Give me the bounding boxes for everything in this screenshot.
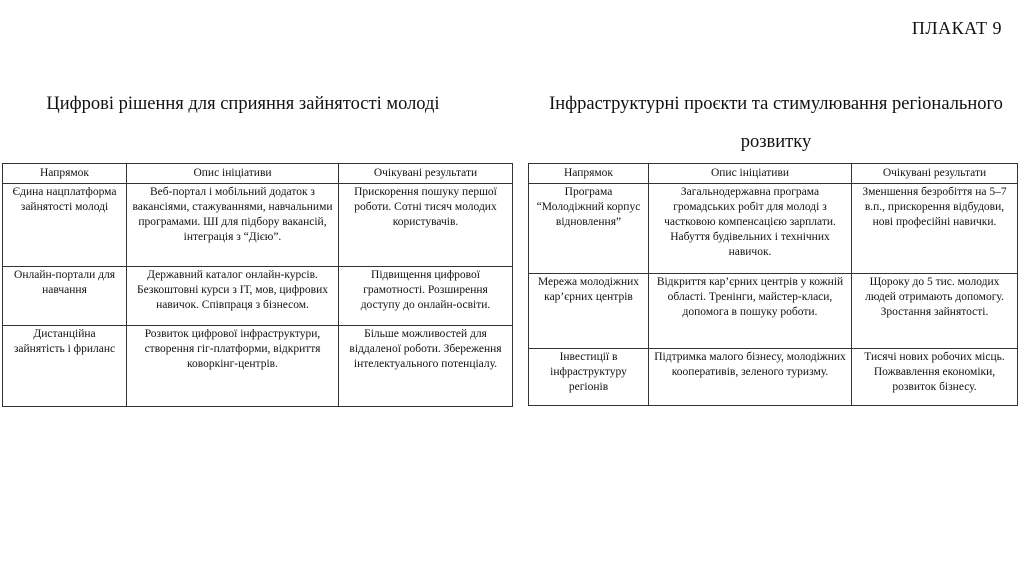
cell-description: Розвиток цифрової інфраструктури, створення гіг-платформи, відкриття коворкінг-центрів. — [127, 326, 339, 407]
cell-description: Загальнодержавна програма громадських робіт для молоді з частковою компенсацією зарплати. Набуття будівельних і технічних навичок. — [649, 184, 852, 274]
table-header-row — [529, 164, 1018, 184]
poster-label: ПЛАКАТ 9 — [911, 18, 1002, 38]
column-header-results: Очікувані результати — [852, 164, 1018, 184]
table-row — [3, 267, 513, 326]
cell-results: Більше можливостей для віддаленої роботи. Збереження інтелектуального потенціалу. — [339, 326, 513, 407]
cell-direction: Програма “Молодіжний корпус відновлення” — [529, 184, 649, 274]
column-header-description: Опис ініціативи — [649, 164, 852, 184]
table-row — [529, 349, 1018, 406]
table-row — [529, 184, 1018, 274]
cell-description: Підтримка малого бізнесу, молодіжних кооперативів, зеленого туризму. — [649, 349, 852, 406]
cell-direction: Онлайн-портали для навчання — [3, 267, 127, 326]
column-header-direction: Напрямок — [529, 164, 649, 184]
digital-solutions-table — [2, 163, 513, 407]
cell-results: Тисячі нових робочих місць. Пожвавлення економіки, розвиток бізнесу. — [852, 349, 1018, 406]
right-section-title: Інфраструктурні проєкти та стимулювання регіонального розвитку — [549, 94, 1003, 152]
infrastructure-projects-table — [528, 163, 1018, 406]
table-row — [529, 274, 1018, 349]
cell-direction: Інвестиції в інфраструктуру регіонів — [529, 349, 649, 406]
cell-results: Підвищення цифрової грамотності. Розширення доступу до онлайн-освіти. — [339, 267, 513, 326]
cell-direction: Єдина нацплатформа зайнятості молоді — [3, 184, 127, 267]
cell-direction: Мережа молодіжних кар’єрних центрів — [529, 274, 649, 349]
table-row — [3, 326, 513, 407]
column-header-description: Опис ініціативи — [127, 164, 339, 184]
left-section-title: Цифрові рішення для сприяння зайнятості молоді — [46, 94, 440, 114]
column-header-results: Очікувані результати — [339, 164, 513, 184]
cell-description: Веб-портал і мобільний додаток з вакансіями, стажуваннями, навчальними програмами. ШІ для підбору вакансій, інтеграція з “Дією”. — [127, 184, 339, 267]
table-row — [3, 184, 513, 267]
cell-direction: Дистанційна зайнятість і фриланс — [3, 326, 127, 407]
cell-results: Зменшення безробіття на 5–7 в.п., прискорення відбудови, нові професійні навички. — [852, 184, 1018, 274]
cell-results: Прискорення пошуку першої роботи. Сотні тисяч молодих користувачів. — [339, 184, 513, 267]
cell-results: Щороку до 5 тис. молодих людей отримають допомогу. Зростання зайнятості. — [852, 274, 1018, 349]
cell-description: Державний каталог онлайн-курсів. Безкоштовні курси з ІТ, мов, цифрових навичок. Співпраця з бізнесом. — [127, 267, 339, 326]
table-header-row — [3, 164, 513, 184]
cell-description: Відкриття кар’єрних центрів у кожній області. Тренінги, майстер-класи, допомога в пошуку роботи. — [649, 274, 852, 349]
column-header-direction: Напрямок — [3, 164, 127, 184]
